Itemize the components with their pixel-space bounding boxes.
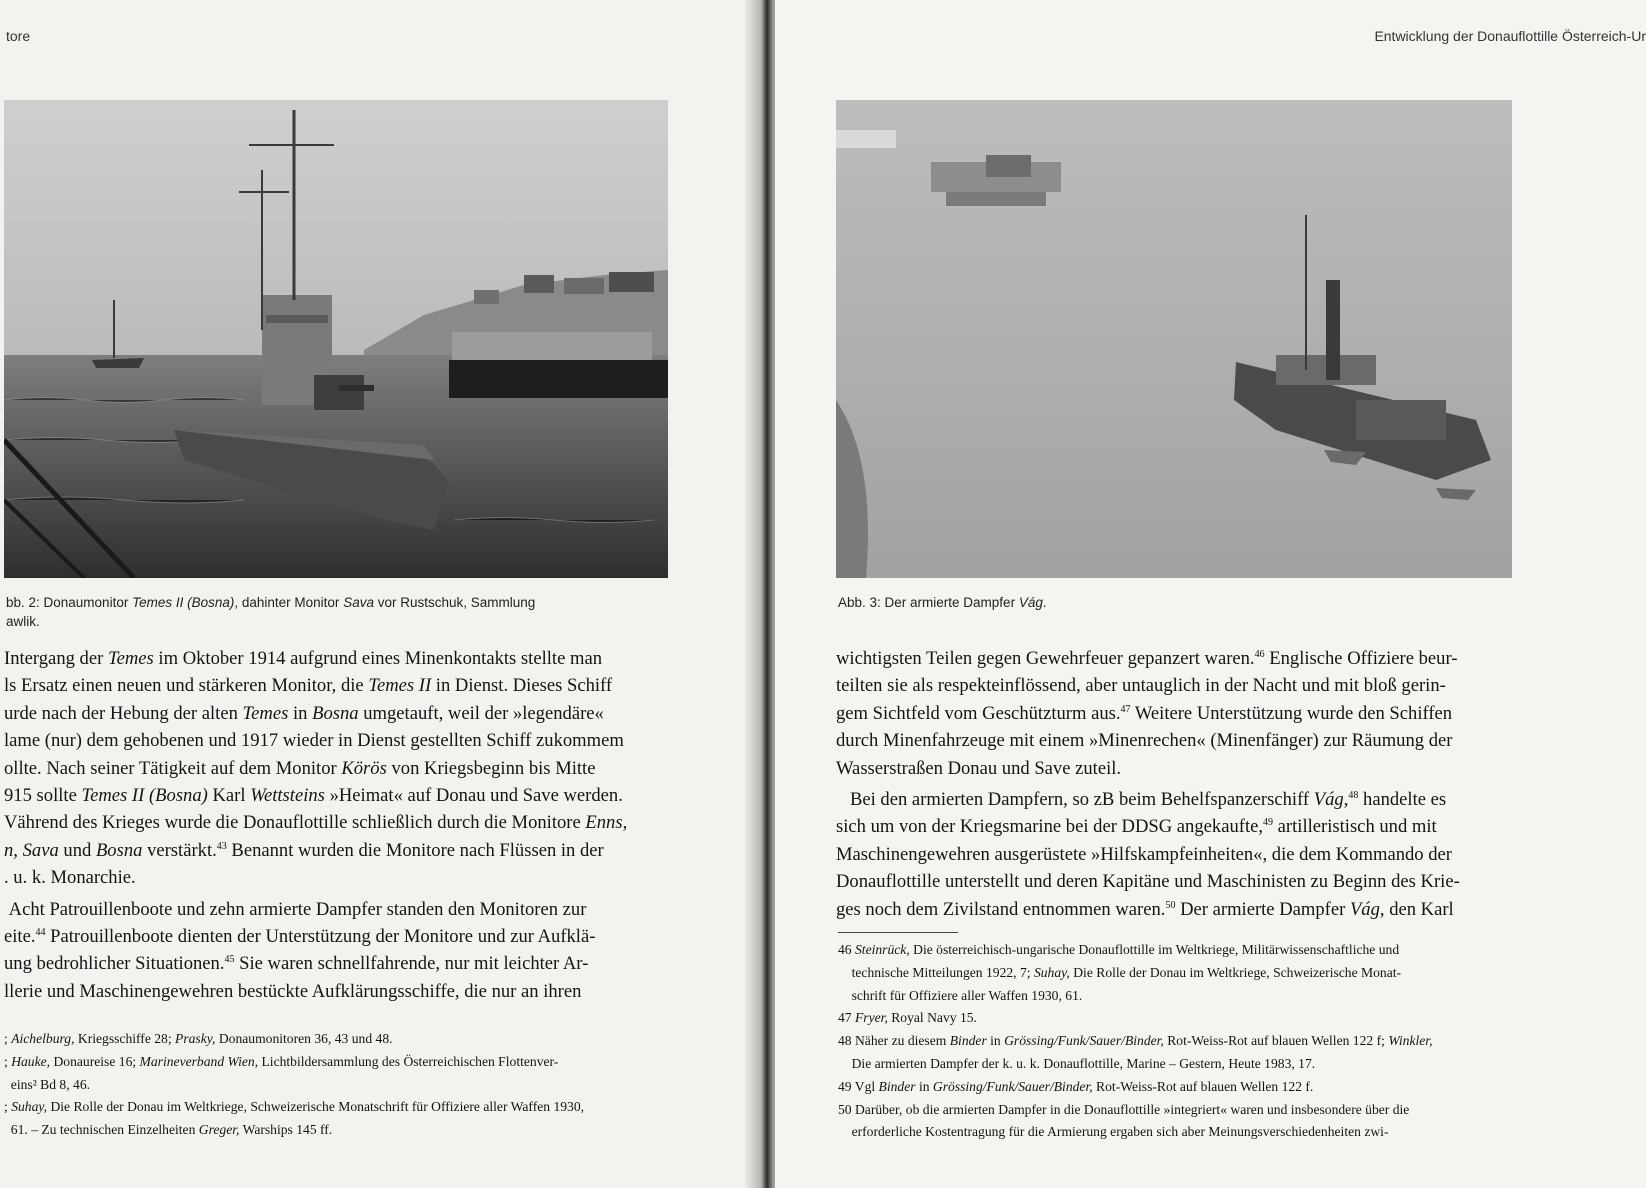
footnote-line: schrift für Offiziere aller Waffen 1930, 61.	[838, 987, 1083, 1003]
body-line: Maschinengewehren ausgerüstete »Hilfskampfeinheiten«, die dem Kommando der	[836, 843, 1452, 865]
footnote-line: 50 Darüber, ob die armierten Dampfer in die Donauflottille »integriert« waren und insbesondere über die	[838, 1101, 1410, 1117]
caption-line: awlik.	[6, 614, 40, 629]
body-line: urde nach der Hebung der alten Temes in Bosna umgetauft, weil der »legendäre«	[4, 702, 604, 724]
footnote-line: 48 Näher zu diesem Binder in Grössing/Funk/Sauer/Binder, Rot-Weiss-Rot auf blauen Wellen 122 f; Winkler,	[838, 1033, 1433, 1049]
monitor-photo	[4, 100, 668, 578]
footnote-line: technische Mitteilungen 1922, 7; Suhay, Die Rolle der Donau im Weltkriege, Schweizerische Monat-	[838, 964, 1402, 980]
footnote-line: erforderliche Kostentragung für die Armierung ergaben sich aber Meinungsverschiedenheiten zwi-	[838, 1124, 1389, 1140]
body-line: lame (nur) dem gehobenen und 1917 wieder in Dienst gestellten Schiff zukommem	[4, 730, 624, 752]
body-line: Donauflottille unterstellt und deren Kapitäne und Maschinisten zu Beginn des Krie-	[836, 871, 1460, 893]
footnote-line: 49 Vgl Binder in Grössing/Funk/Sauer/Binder, Rot-Weiss-Rot auf blauen Wellen 122 f.	[838, 1078, 1314, 1094]
body-line: Intergang der Temes im Oktober 1914 aufgrund eines Minenkontakts stellte man	[4, 648, 602, 669]
body-line: Vährend des Krieges wurde die Donauflottille schließlich durch die Monitore Enns,	[4, 812, 628, 834]
body-line: gem Sichtfeld vom Geschützturm aus.$^{47}$ Weitere Unterstützung wurde den Schiffen	[836, 702, 1453, 724]
caption-line: Abb. 3: Der armierte Dampfer Vág.	[838, 595, 1047, 610]
body-line: n, Sava und Bosna verstärkt.$^{43}$ Benannt wurden die Monitore nach Flüssen in der	[4, 839, 604, 861]
steamer-photo-illustration	[836, 100, 1512, 578]
footnotes-left	[4, 1028, 584, 1142]
body-line: Wasserstraßen Donau und Save zuteil.	[836, 757, 1122, 779]
body-line: wichtigsten Teilen gegen Gewehrfeuer gepanzert waren.$^{46}$ Englische Offiziere beur-	[836, 648, 1458, 669]
body-line: 915 sollte Temes II (Bosna) Karl Wettsteins »Heimat« auf Donau und Save werden.	[4, 785, 623, 807]
body-line: eite.$^{44}$ Patrouillenboote dienten der Unterstützung der Monitore und zur Aufklä-	[4, 926, 596, 948]
footnotes-right	[838, 939, 1433, 1144]
figure-caption-right	[838, 593, 1478, 612]
footnote-line: Die armierten Dampfer der k. u. k. Donauflottille, Marine – Gestern, Heute 1983, 17.	[838, 1055, 1316, 1071]
body-line: Bei den armierten Dampfern, so zB beim Behelfspanzerschiff Vág,$^{48}$ handelte es	[836, 789, 1447, 811]
running-head-right: Entwicklung der Donauflottille Österreich-Ur	[1374, 28, 1646, 44]
body-line: teilten sie als respekteinflössend, aber untauglich in der Nacht und mit bloß gerin-	[836, 675, 1446, 697]
footnote-line: 47 Fryer, Royal Navy 15.	[838, 1010, 977, 1026]
running-head-left: tore	[6, 28, 31, 44]
footnote-line: ; Hauke, Donaureise 16; Marineverband Wien, Lichtbildersammlung des Österreichischen Flottenver-	[4, 1053, 559, 1069]
body-line: ung bedrohlicher Situationen.$^{45}$ Sie waren schnellfahrende, nur mit leichter Ar-	[4, 953, 589, 975]
footnote-line: 46 Steinrück, Die österreichisch-ungarische Donauflottille im Weltkriege, Militärwissenschaftliche und	[838, 942, 1400, 957]
body-line: Acht Patrouillenboote und zehn armierte Dampfer standen den Monitoren zur	[4, 898, 587, 920]
right-page	[775, 0, 1646, 1188]
body-line: ollte. Nach seiner Tätigkeit auf dem Monitor Körös von Kriegsbeginn bis Mitte	[4, 757, 596, 779]
caption-line: bb. 2: Donaumonitor Temes II (Bosna), dahinter Monitor Sava vor Rustschuk, Sammlung	[6, 595, 536, 610]
body-line: ges noch dem Zivilstand entnommen waren.$^{50}$ Der armierte Dampfer Vág, den Karl	[836, 898, 1454, 920]
footnote-separator	[838, 932, 958, 933]
footnote-line: ; Suhay, Die Rolle der Donau im Weltkriege, Schweizerische Monatschrift für Offiziere aller Waffen 1930,	[4, 1099, 585, 1115]
footnote-line: 61. – Zu technischen Einzelheiten Greger, Warships 145 ff.	[4, 1122, 333, 1138]
figure-caption-left	[6, 593, 646, 631]
body-line: llerie und Maschinengewehren bestückte Aufklärungsschiffe, die nur an ihren	[4, 980, 582, 1002]
body-line: durch Minenfahrzeuge mit einem »Minenrechen« (Minenfänger) zur Räumung der	[836, 730, 1453, 752]
monitor-photo-illustration	[4, 100, 668, 578]
body-line: sich um von der Kriegsmarine bei der DDSG angekaufte,$^{49}$ artilleristisch und mit	[836, 816, 1437, 838]
left-page	[0, 0, 763, 1188]
footnote-line: eins² Bd 8, 46.	[4, 1076, 91, 1092]
body-text-left	[4, 645, 627, 1005]
body-line: . u. k. Monarchie.	[4, 867, 136, 889]
body-text-right	[836, 645, 1460, 923]
footnote-line: ; Aichelburg, Kriegsschiffe 28; Prasky, Donaumonitoren 36, 43 und 48.	[4, 1031, 393, 1046]
steamer-photo	[836, 100, 1512, 578]
body-line: ls Ersatz einen neuen und stärkeren Monitor, die Temes II in Dienst. Dieses Schiff	[4, 675, 613, 697]
